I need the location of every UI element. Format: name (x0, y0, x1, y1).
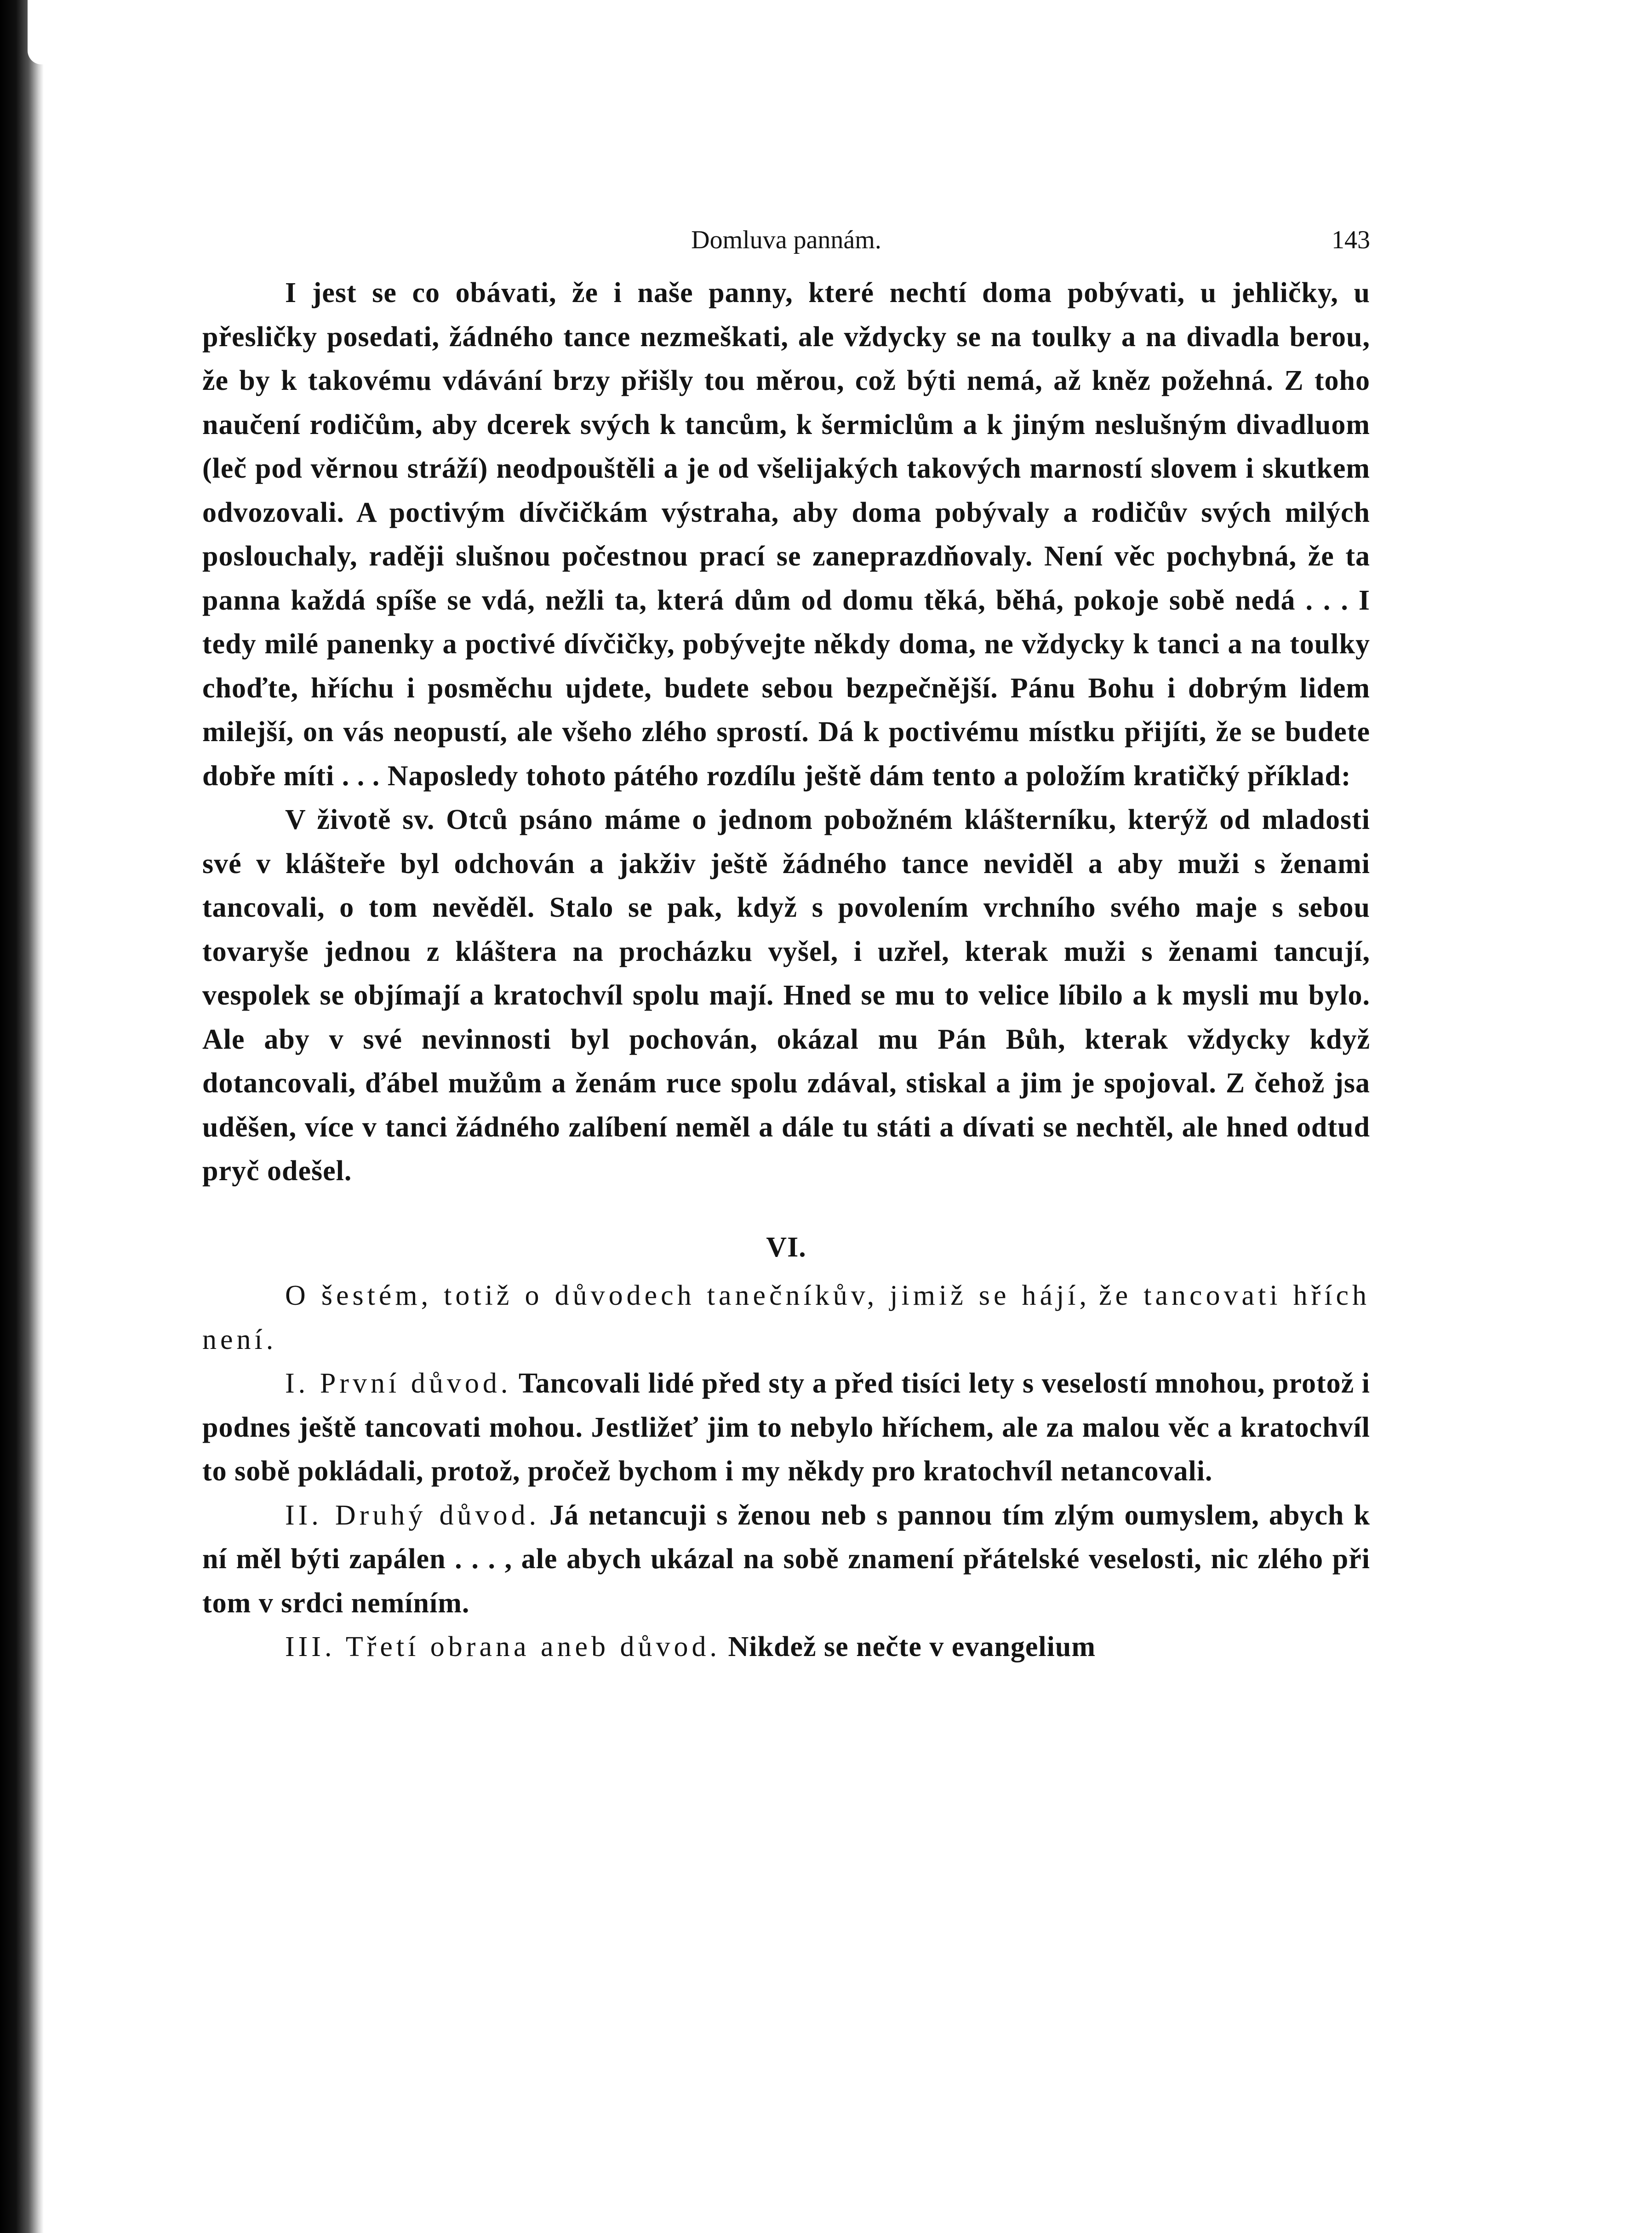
page-number: 143 (1332, 226, 1370, 254)
running-head (202, 207, 1370, 271)
paragraph-warning-to-maidens: I jest se co obávati, že i naše panny, které nechtí doma pobývati, u jehličky, u přesličky posedati, žádného tance nezmeškati, ale vždycky se na toulky a na divadla berou, že by k takovému vdávání brzy přišly tou měrou, což býti nemá, až kněz požehná. Z toho naučení rodičům, aby dcerek svých k tancům, k šermiclům a k jiným neslušným divadluom (leč pod věrnou stráží) neodpouštěli a je od všelijakých takových marností slovem i skutkem odvozovali. A poctivým dívčičkám výstraha, aby doma pobývaly a rodičův svých milých poslouchaly, raději slušnou počestnou prací se zaneprazdňovaly. Není věc pochybná, že ta panna každá spíše se vdá, nežli ta, která dům od domu těká, běhá, pokoje sobě nedá . . . I tedy milé panenky a poctivé dívčičky, pobývejte někdy doma, ne vždycky k tanci a na toulky choďte, hříchu i posměchu ujdete, budete sebou bezpečnější. Pánu Bohu i dobrým lidem milejší, on vás neopustí, ale všeho zlého sprostí. Dá k poctivému místku přijíti, že se budete dobře míti . . . Naposledy tohoto pátého rozdílu ještě dám tento a položím kratičký příklad: (202, 277, 1370, 792)
section-number: VI. (766, 1231, 806, 1263)
reason-2-text: Já netancuji s ženou neb s pannou tím zlým oumyslem, abych k ní měl býti zapálen . . . , ale abych ukázal na sobě znamení přátelské veselosti, nic zlého při tom v srdci nemíním. (202, 1499, 1371, 1619)
reason-3 (202, 1625, 1370, 1669)
section-title-line-2: že tancovati hřích není. (202, 1280, 1370, 1355)
reason-2 (202, 1494, 1370, 1626)
reason-1-label: I. První důvod. (285, 1368, 512, 1399)
reason-2-label: II. Druhý důvod. (285, 1499, 540, 1531)
body-text (202, 271, 1370, 1669)
paragraph-monk-example: V životě sv. Otců psáno máme o jednom pobožném klášterníku, kterýž od mladosti své v klášteře byl odchován a jakživ ještě žádného tance neviděl a aby muži s ženami tancovali, o tom nevěděl. Stalo se pak, když s povolením vrchního svého maje s sebou tovaryše jednou z kláštera na procházku vyšel, i uzřel, kterak muži s ženami tancují, vespolek se objímají a kratochvíl spolu mají. Hned se mu to velice líbilo a k mysli mu bylo. Ale aby v své nevinnosti byl pochován, okázal mu Pán Bůh, kterak vždycky když dotancovali, ďábel mužům a ženám ruce spolu zdával, stiskal a jim je spojoval. Z čehož jsa uděšen, více v tanci žádného zalíbení neměl a dále tu státi a dívati se nechtěl, ale hned odtud pryč odešel. (202, 804, 1370, 1187)
reason-3-text: Nikdež se nečte v evangelium (728, 1631, 1096, 1662)
running-title: Domluva pannám. (691, 226, 881, 254)
section-title (202, 1274, 1370, 1362)
scan-edge-notch (28, 0, 46, 64)
reason-1-text: Tancovali lidé před sty a před tisíci lety s veselostí mnohou, protož i podnes ještě tancovati mohou. Jestližeť jim to nebylo hříchem, ale za malou věc a kratochvíl to sobě pokládali, protož, pročež bychom i my někdy pro kratochvíl netancovali. (202, 1368, 1370, 1487)
scan-binding-edge (0, 0, 44, 2233)
reason-3-label: III. Třetí obrana aneb důvod. (285, 1631, 721, 1662)
section-title-line-1: O šestém, totiž o důvodech tanečníkův, jimiž se hájí, (285, 1280, 1091, 1311)
book-page (202, 207, 1370, 1669)
reason-1 (202, 1362, 1370, 1494)
